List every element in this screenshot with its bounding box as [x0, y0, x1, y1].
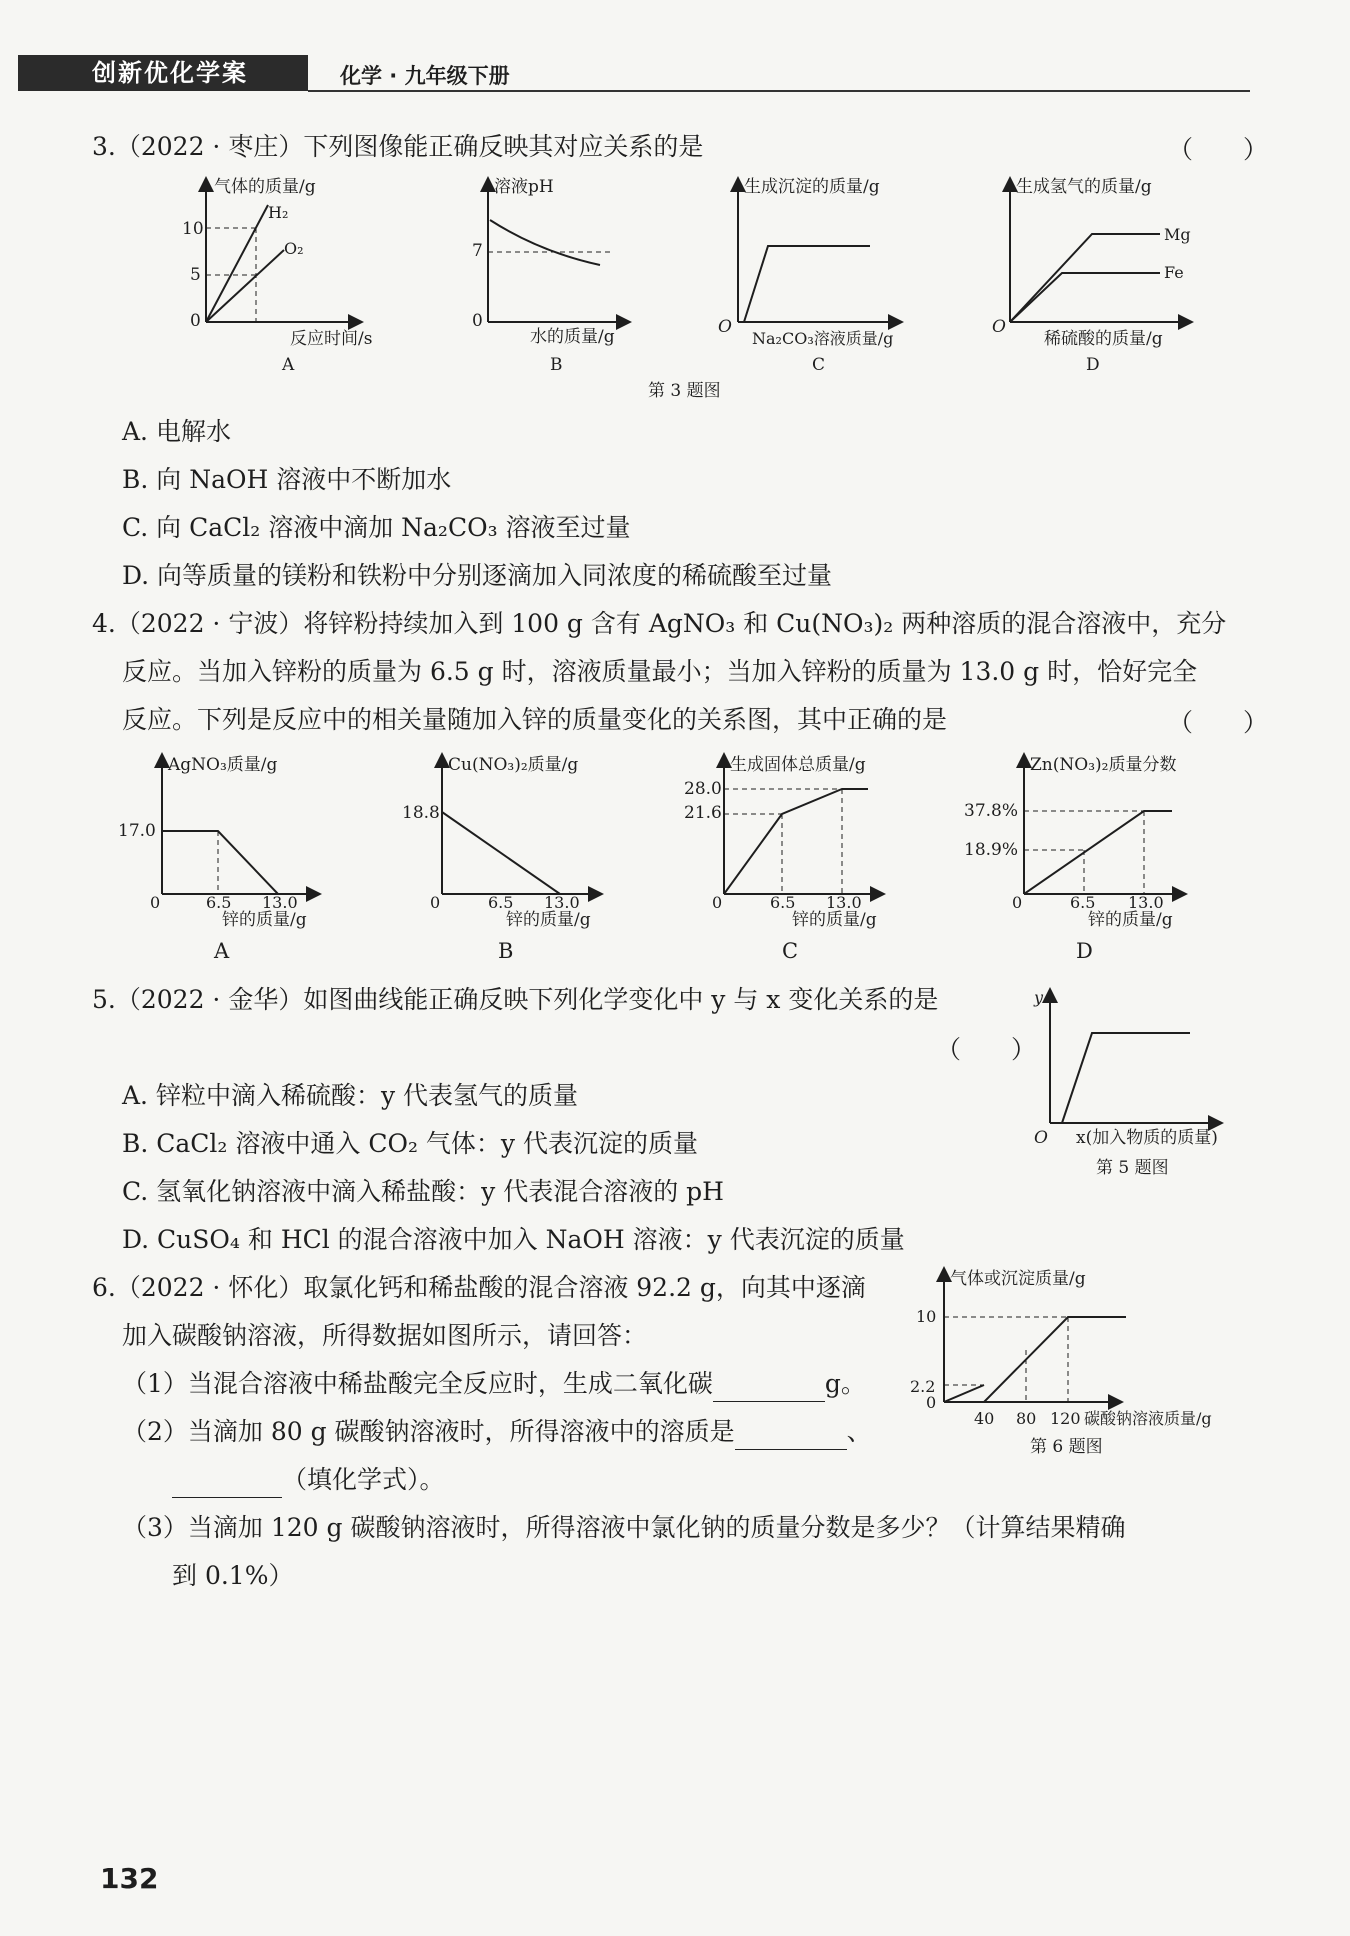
q3a-ytick-5: 5	[190, 265, 201, 285]
q5-origin: O	[1034, 1128, 1048, 1148]
q4-chart-d	[964, 755, 1184, 963]
q6-part-1-blank[interactable]	[713, 1367, 825, 1402]
q3-option-d: D. 向等质量的镁粉和铁粉中分别逐滴加入同浓度的稀硫酸至过量	[122, 561, 833, 590]
q6-gas-line	[944, 1385, 984, 1402]
q3-option-b: B. 向 NaOH 溶液中不断加水	[122, 465, 452, 494]
page-number: 132	[100, 1862, 159, 1895]
q4a-ytick-17: 17.0	[118, 821, 156, 841]
q5-ylabel: y	[1034, 988, 1044, 1007]
q5-option-d: D. CuSO₄ 和 HCl 的混合溶液中加入 NaOH 溶液：y 代表沉淀的质量	[122, 1225, 905, 1254]
q4d-xlabel: 锌的质量/g	[1088, 910, 1173, 930]
q4c-ytick-28: 28.0	[684, 779, 722, 799]
q4-line-3: 反应。下列是反应中的相关量随加入锌的质量变化的关系图，其中正确的是	[122, 705, 948, 734]
q5-option-c: C. 氢氧化钠溶液中滴入稀盐酸：y 代表混合溶液的 pH	[122, 1177, 724, 1206]
q4-charts	[0, 748, 1350, 973]
q6-xtick-120: 120	[1050, 1409, 1081, 1428]
q4b-xtick-13: 13.0	[544, 893, 580, 912]
q3a-xlabel: 反应时间/s	[290, 329, 373, 349]
q4-line-2: 反应。当加入锌粉的质量为 6.5 g 时，溶液质量最小；当加入锌粉的质量为 13.0 g 时，恰好完全	[122, 657, 1198, 686]
q3-option-a: A. 电解水	[122, 417, 231, 446]
q6-part-1	[122, 1367, 866, 1402]
q4a-xtick-0: 0	[150, 893, 161, 912]
q4d-ylabel: Zn(NO₃)₂质量分数	[1030, 755, 1177, 775]
header-book-title: 化学 · 九年级下册	[340, 64, 510, 88]
q3a-ylabel: 气体的质量/g	[214, 177, 316, 197]
q6-line-1: 6.（2022 · 怀化）取氯化钙和稀盐酸的混合溶液 92.2 g，向其中逐滴	[92, 1273, 866, 1302]
q4b-ytick-18.8: 18.8	[402, 803, 440, 823]
q6-part-2-text: （2）当滴加 80 g 碳酸钠溶液时，所得溶液中的溶质是	[122, 1417, 735, 1446]
q4c-xtick-6.5: 6.5	[770, 893, 796, 912]
q4-line-1: 4.（2022 · 宁波）将锌粉持续加入到 100 g 含有 AgNO₃ 和 Cu(NO₃)₂ 两种溶质的混合溶液中，充分	[92, 609, 1227, 638]
q3b-ytick-7: 7	[472, 241, 483, 261]
q4a-ylabel: AgNO₃质量/g	[168, 755, 278, 775]
q6-part-2-hint: （填化学式）。	[282, 1465, 445, 1494]
q4-chart-c	[684, 755, 882, 963]
q5-xlabel: x(加入物质的质量)	[1076, 1128, 1218, 1148]
q3d-series-mg: Mg	[1164, 225, 1191, 244]
q3a-label: A	[282, 355, 295, 375]
q4b-xlabel: 锌的质量/g	[506, 910, 591, 930]
q3a-h2-line	[206, 205, 268, 322]
q3a-series-h2: H₂	[268, 203, 289, 222]
q4d-xtick-13: 13.0	[1128, 893, 1164, 912]
q3d-origin: O	[992, 317, 1006, 337]
q4d-xtick-6.5: 6.5	[1070, 893, 1096, 912]
q5-option-b: B. CaCl₂ 溶液中通入 CO₂ 气体：y 代表沉淀的质量	[122, 1129, 699, 1158]
q6-chart	[900, 1262, 1260, 1472]
q3b-ph-curve	[490, 220, 600, 265]
q6-ytick-0: 0	[926, 1393, 937, 1412]
q5-stem: 5.（2022 · 金华）如图曲线能正确反映下列化学变化中 y 与 x 变化关系的是	[92, 985, 939, 1014]
q6-part-3-cont: 到 0.1%）	[172, 1561, 294, 1590]
q3b-xlabel: 水的质量/g	[530, 327, 615, 347]
q3d-xlabel: 稀硫酸的质量/g	[1044, 329, 1163, 349]
q6-line-2: 加入碳酸钠溶液，所得数据如图所示，请回答：	[122, 1321, 648, 1350]
q3d-mg-line	[1010, 234, 1160, 322]
q3a-ytick-0: 0	[190, 311, 201, 331]
q6-xlabel: 碳酸钠溶液质量/g	[1084, 1409, 1212, 1428]
q3b-label: B	[550, 355, 563, 375]
q6-part-2-cont	[172, 1463, 445, 1498]
q6-xtick-40: 40	[974, 1409, 995, 1428]
q6-part-1-text: （1）当混合溶液中稀盐酸完全反应时，生成二氧化碳	[122, 1369, 713, 1398]
q6-part-2-blank-2[interactable]	[172, 1463, 282, 1498]
q6-part-3: （3）当滴加 120 g 碳酸钠溶液时，所得溶液中氯化钠的质量分数是多少？（计算结果精确	[122, 1513, 1126, 1542]
q6-precipitate-line	[984, 1317, 1126, 1402]
q4d-ytick-37.8: 37.8%	[964, 801, 1019, 821]
q3a-o2-line	[206, 250, 284, 322]
q4a-xtick-6.5: 6.5	[206, 893, 232, 912]
q3-charts	[0, 170, 1350, 410]
q5-chart	[1020, 985, 1320, 1185]
q4-answer-bracket: （ ）	[1168, 708, 1269, 737]
q6-ytick-10: 10	[916, 1307, 937, 1326]
q3a-series-o2: O₂	[284, 239, 304, 258]
q6-ylabel: 气体或沉淀质量/g	[950, 1269, 1086, 1289]
q4c-ytick-21.6: 21.6	[684, 803, 722, 823]
q4a-xtick-13: 13.0	[262, 893, 298, 912]
q4c-xtick-0: 0	[712, 893, 723, 912]
q3c-ylabel: 生成沉淀的质量/g	[744, 177, 880, 197]
q3-option-c: C. 向 CaCl₂ 溶液中滴加 Na₂CO₃ 溶液至过量	[122, 513, 631, 542]
q4d-label: D	[1076, 939, 1093, 963]
q6-part-2-sep: 、	[846, 1417, 872, 1446]
q3a-ytick-10: 10	[182, 219, 204, 239]
q6-ytick-2.2: 2.2	[910, 1377, 936, 1396]
q3d-ylabel: 生成氢气的质量/g	[1016, 177, 1152, 197]
header-rule	[308, 90, 1250, 92]
q3c-origin: O	[718, 317, 732, 337]
q3-chart-a	[182, 177, 372, 375]
q5-answer-bracket: （ ）	[936, 1035, 1037, 1064]
q3c-label: C	[812, 355, 826, 375]
q4-chart-a	[118, 755, 318, 963]
q3c-precipitate-line	[744, 246, 870, 322]
header-brand: 创新优化学案	[92, 59, 248, 87]
q4c-ylabel: 生成固体总质量/g	[730, 755, 866, 775]
q6-caption: 第 6 题图	[1030, 1437, 1103, 1457]
q3-chart-b	[472, 177, 628, 375]
q4b-xtick-6.5: 6.5	[488, 893, 514, 912]
q6-xtick-80: 80	[1016, 1409, 1037, 1428]
q6-part-2-blank-1[interactable]	[735, 1415, 847, 1450]
q4a-label: A	[214, 939, 230, 963]
q3-chart-d	[992, 177, 1191, 375]
q3-chart-c	[718, 177, 900, 375]
q3d-series-fe: Fe	[1164, 263, 1184, 282]
q4d-ytick-18.9: 18.9%	[964, 840, 1019, 860]
q3-caption: 第 3 题图	[648, 381, 721, 401]
q4b-label: B	[498, 939, 514, 963]
q4-chart-b	[402, 755, 600, 963]
q3b-ytick-0: 0	[472, 311, 483, 331]
q4d-xtick-0: 0	[1012, 893, 1023, 912]
q3d-label: D	[1086, 355, 1100, 375]
q4c-xlabel: 锌的质量/g	[792, 910, 877, 930]
q3-answer-bracket: （ ）	[1168, 135, 1269, 164]
q3b-ylabel: 溶液pH	[494, 177, 554, 197]
q4c-xtick-13: 13.0	[826, 893, 862, 912]
q5-caption: 第 5 题图	[1096, 1158, 1169, 1178]
q6-part-2	[122, 1415, 872, 1450]
q3-stem: 3.（2022 · 枣庄）下列图像能正确反映其对应关系的是	[92, 132, 704, 161]
q5-option-a: A. 锌粒中滴入稀硫酸：y 代表氢气的质量	[122, 1081, 579, 1110]
q4b-xtick-0: 0	[430, 893, 441, 912]
q6-part-1-unit: g。	[824, 1369, 866, 1398]
q4c-label: C	[782, 939, 799, 963]
q4b-ylabel: Cu(NO₃)₂质量/g	[448, 755, 579, 775]
q3c-xlabel: Na₂CO₃溶液质量/g	[752, 329, 894, 348]
q4a-xlabel: 锌的质量/g	[222, 910, 307, 930]
